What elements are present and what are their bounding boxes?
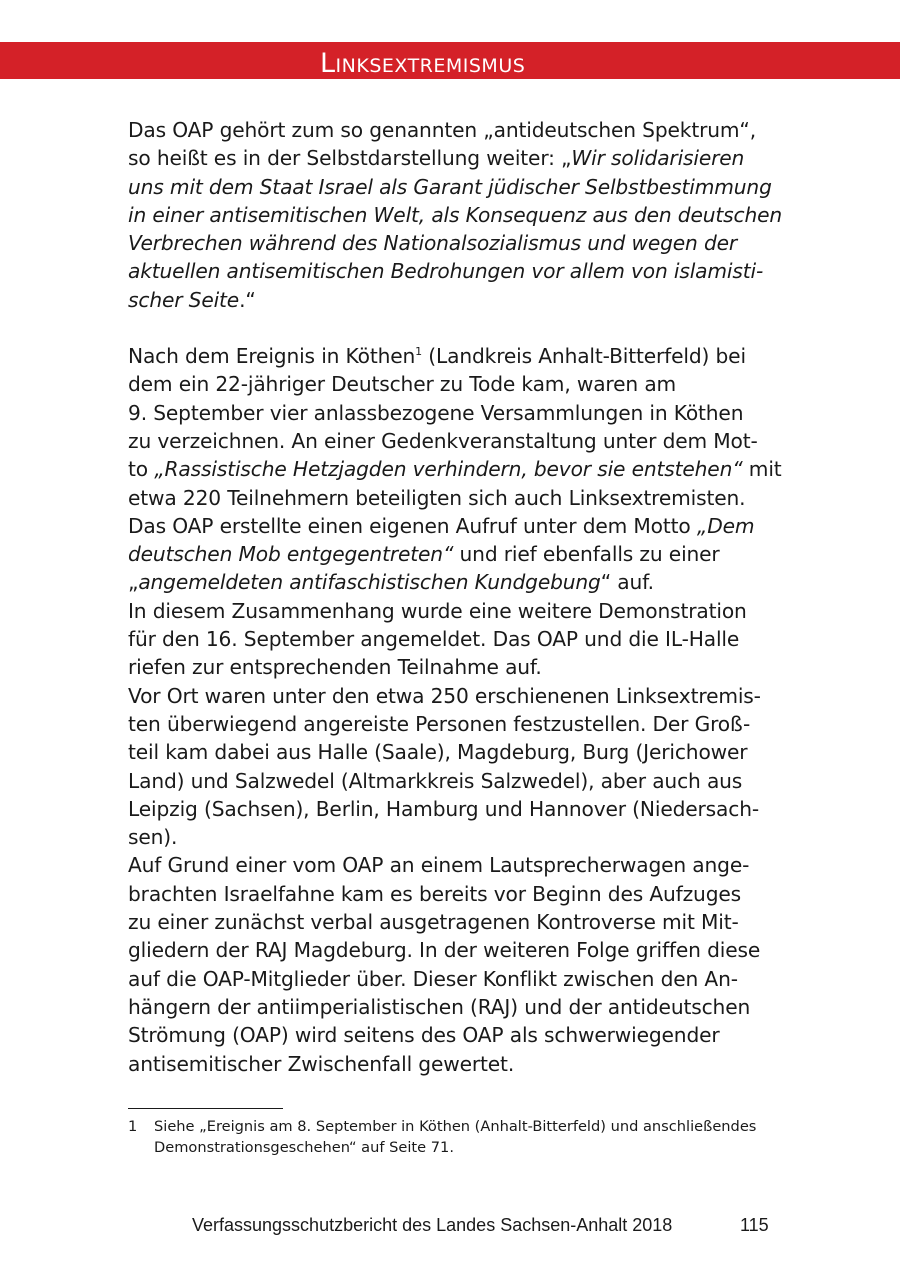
text-line: zu einer zunächst verbal ausgetragenen Kontroverse mit Mit- bbox=[128, 910, 739, 935]
text-line: Vor Ort waren unter den etwa 250 erschienenen Linksextremis- bbox=[128, 683, 761, 708]
text-span: to bbox=[128, 457, 155, 482]
text-line bbox=[128, 568, 778, 596]
text-line bbox=[128, 173, 778, 201]
footnote-divider bbox=[128, 1108, 283, 1109]
quote-span: uns mit dem Staat Israel als Garant jüdischer Selbstbestimmung bbox=[128, 174, 772, 199]
text-span: „ bbox=[128, 570, 139, 595]
text-line bbox=[128, 455, 782, 483]
text-span: Das OAP erstellte einen eigenen Aufruf unter dem Motto bbox=[128, 513, 697, 538]
text-line: Leipzig (Sachsen), Berlin, Hamburg und Hannover (Niedersach- bbox=[128, 796, 759, 821]
text-line: teil kam dabei aus Halle (Saale), Magdeburg, Burg (Jerichower bbox=[128, 740, 748, 765]
footnote-line: Siehe „Ereignis am 8. September in Köthen (Anhalt-Bitterfeld) und anschließendes bbox=[154, 1118, 757, 1135]
text-line: ten überwiegend angereiste Personen festzustellen. Der Groß- bbox=[128, 711, 751, 736]
text-line: brachten Israelfahne kam es bereits vor Beginn des Aufzuges bbox=[128, 881, 741, 906]
text-line: hängern der antiimperialistischen (RAJ) und der antideutschen bbox=[128, 994, 751, 1019]
text-line: für den 16. September angemeldet. Das OAP und die IL-Halle bbox=[128, 627, 740, 652]
text-line bbox=[128, 144, 778, 172]
text-span: mit bbox=[742, 457, 782, 482]
quote-span: „Rassistische Hetzjagden verhindern, bevor sie entstehen“ bbox=[154, 457, 743, 482]
main-text bbox=[128, 116, 783, 1078]
footnote-text bbox=[154, 1116, 756, 1158]
text-line: In diesem Zusammenhang wurde eine weitere Demonstration bbox=[128, 598, 747, 623]
text-span: “ auf. bbox=[600, 570, 654, 595]
text-line bbox=[128, 540, 778, 568]
quote-span: in einer antisemitischen Welt, als Konsequenz aus den deutschen bbox=[128, 202, 783, 227]
quote-span: angemeldeten antifaschistischen Kundgebung bbox=[138, 570, 601, 595]
text-line bbox=[128, 286, 778, 314]
text-line bbox=[128, 257, 778, 285]
text-line bbox=[128, 229, 778, 257]
quote-span: deutschen Mob entgegentreten“ bbox=[128, 542, 454, 567]
quote-span: aktuellen antisemitischen Bedrohungen vor allem von islamisti- bbox=[128, 259, 764, 284]
text-line: Strömung (OAP) wird seitens des OAP als schwerwiegender bbox=[128, 1023, 720, 1048]
page-number: 115 bbox=[740, 1215, 769, 1235]
text-line: Land) und Salzwedel (Altmarkkreis Salzwedel), aber auch aus bbox=[128, 768, 743, 793]
paragraph-2 bbox=[128, 342, 782, 1078]
text-line: Auf Grund einer vom OAP an einem Lautsprecherwagen ange- bbox=[128, 853, 750, 878]
text-line bbox=[128, 342, 778, 370]
text-line: Das OAP gehört zum so genannten „antideutschen Spektrum“, bbox=[128, 118, 756, 142]
text-line: sen). bbox=[128, 825, 178, 850]
text-span: so heißt es in der Selbstdarstellung weiter: „ bbox=[128, 146, 572, 171]
quote-span: scher Seite bbox=[128, 287, 240, 312]
text-line bbox=[128, 512, 778, 540]
footnote-line: Demonstrationsgeschehen“ auf Seite 71. bbox=[154, 1139, 454, 1156]
paragraph-1 bbox=[128, 116, 783, 314]
footer-publication: Verfassungsschutzbericht des Landes Sachsen-Anhalt 2018 bbox=[192, 1215, 673, 1235]
text-line: dem ein 22-jähriger Deutscher zu Tode kam, waren am bbox=[128, 372, 677, 397]
text-span: .“ bbox=[239, 287, 256, 312]
text-line: gliedern der RAJ Magdeburg. In der weiteren Folge griffen diese bbox=[128, 938, 761, 963]
text-line: auf die OAP-Mitglieder über. Dieser Konflikt zwischen den An- bbox=[128, 966, 738, 991]
quote-span: Wir solidarisieren bbox=[571, 146, 745, 171]
quote-span: Verbrechen während des Nationalsozialismus und wegen der bbox=[128, 231, 738, 256]
text-line: etwa 220 Teilnehmern beteiligten sich auch Linksextremisten. bbox=[128, 485, 746, 510]
text-line: 9. September vier anlassbezogene Versammlungen in Köthen bbox=[128, 400, 744, 425]
section-title: Linksextremismus bbox=[320, 48, 526, 79]
text-line: antisemitischer Zwischenfall gewertet. bbox=[128, 1051, 515, 1076]
text-line: zu verzeichnen. An einer Gedenkveranstaltung unter dem Mot- bbox=[128, 428, 758, 453]
footnote-ref[interactable]: 1 bbox=[415, 345, 423, 359]
footnote-number: 1 bbox=[128, 1118, 138, 1135]
text-line: riefen zur entsprechenden Teilnahme auf. bbox=[128, 655, 542, 680]
text-line bbox=[128, 201, 783, 229]
quote-span: „Dem bbox=[696, 513, 755, 538]
text-span: und rief ebenfalls zu einer bbox=[453, 542, 720, 567]
text-span: Nach dem Ereignis in Köthen bbox=[128, 344, 416, 369]
text-span: (Landkreis Anhalt-Bitterfeld) bei bbox=[422, 344, 746, 369]
